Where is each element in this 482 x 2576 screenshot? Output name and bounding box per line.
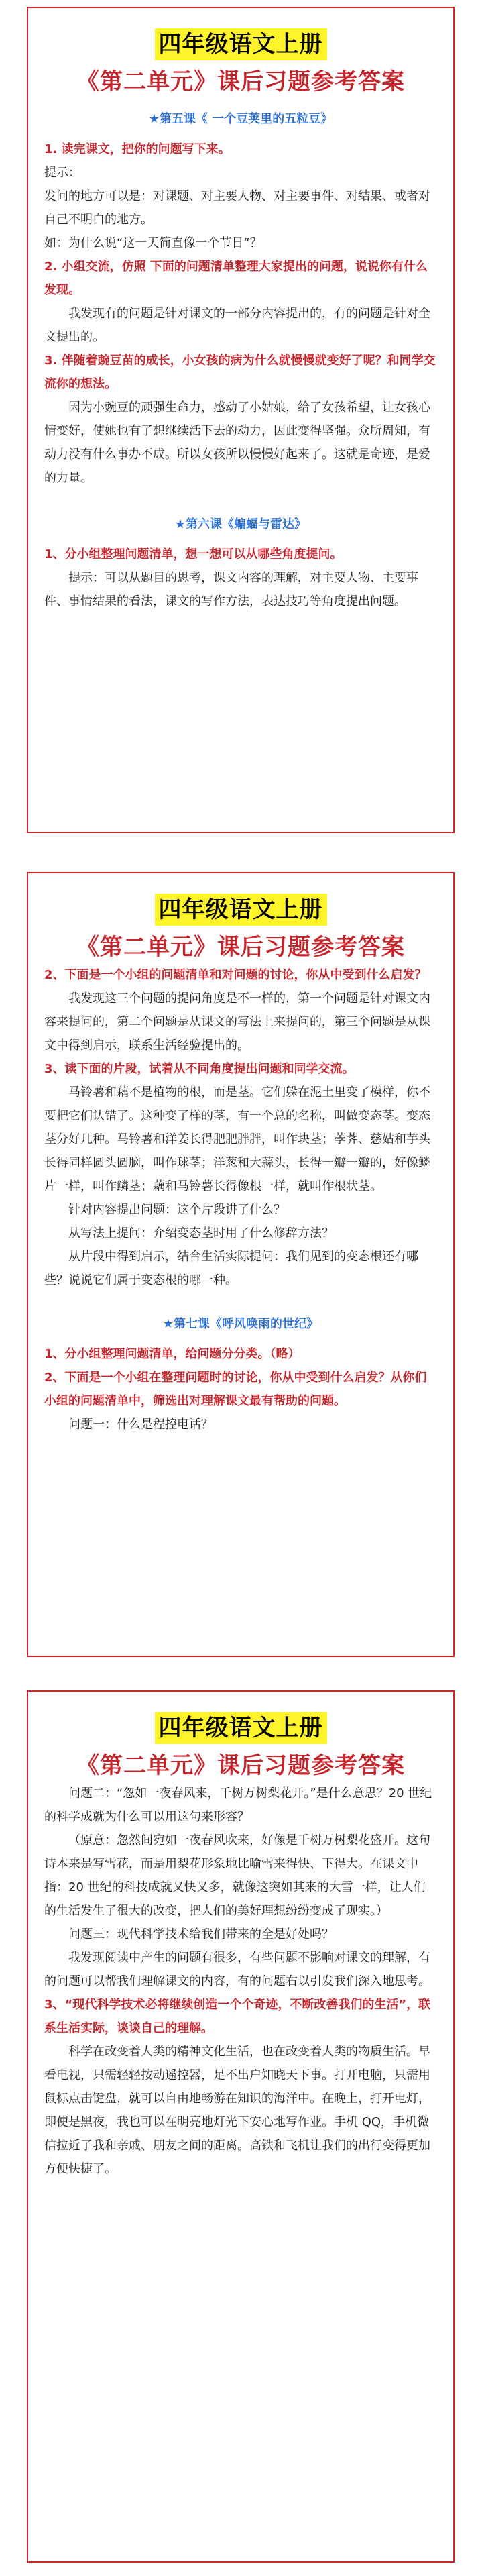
grade-title: 四年级语文上册 [155,28,327,60]
question-3-passage: 3、读下面的片段，试着从不同角度提出问题和同学交流。 [44,1062,355,1076]
question-classify: 1、分小组整理问题清单，给问题分分类。（略） [44,1347,300,1361]
lesson-5-title: ★第五课《 一个豆荚里的五粒豆》 [148,112,333,126]
question-4: 1、分小组整理问题清单，想一想可以从哪些角度提问。 [44,547,343,561]
passage-question-writing: 从写法上提问：介绍变态茎时用了什么修辞方法？ [68,1226,334,1240]
problem-2-explanation: （原意：忽然间宛如一夜春风吹来，好像是千树万树梨花盛开。这句诗本来是写雪花，而是用梨花形象地比喻雪来得快、下得大。在课文中指：20 世纪的科技成就又快又多，就像这突如其来的大雪一样，让人们的生活发生了很大的改变，把人们的美好理想纷纷变成了现实。） [44,1833,430,1918]
answer-2: 我发现有的问题是针对课文的一部分内容提出的，有的问题是针对全文提出的。 [44,307,430,344]
unit-subtitle: 《第二单元》课后习题参考答案 [76,68,405,95]
science-answer: 科学在改变着人类的精神文化生活，也在改变着人类的物质生活。早看电视，只需轻轻按动遥控器，足不出户知晓天下事。打开电脑，只需用鼠标点击键盘，就可以自由地畅游在知识的海洋中。在晚上，打开电灯，即使是黑夜，我也可以在明亮地灯光下安心地写作业。手机 QQ，手机微信拉近了我和亲戚、朋友之间的距离。高铁和飞机让我们的出行变得更加方便快捷了。 [44,2045,430,2176]
answer-discussion: 我发现这三个问题的提问角度是不一样的，第一个问题是针对课文内容来提问的，第二个问题是从课文的写法上来提问的，第三个问题是从课文中得到启示，联系生活经验提出的。 [44,991,430,1053]
grade-title: 四年级语文上册 [155,894,327,926]
discovery-text: 我发现阅读中产生的问题有很多，有些问题不影响对课文的理解，有的问题可以帮我们理解课文的内容，有的问题右以引发我们深入地思考。 [44,1951,430,1988]
problem-3: 问题三：现代科学技术给我们带来的全是好处吗？ [68,1927,334,1941]
tip-text: 发问的地方可以是：对课题、对主要人物、对主要事件、对结果、或者对自己不明白的地方。 [44,189,430,227]
question-2: 2. 小组交流，仿照 下面的问题清单整理大家提出的问题，说说你有什么发现。 [44,260,428,297]
lesson-7-title: ★第七课《呼风唤雨的世纪》 [162,1317,319,1331]
passage-question-content: 针对内容提出问题：这个片段讲了什么？ [68,1203,286,1217]
question-filter: 2、下面是一个小组在整理问题时的讨论，你从中受到什么启发？从你们小组的问题清单中，筛选出对理解课文最有帮助的问题。 [44,1371,427,1408]
unit-subtitle: 《第二单元》课后习题参考答案 [76,1752,405,1779]
question-2-discussion: 2、下面是一个小组的问题清单和对问题的讨论，你从中受到什么启发？ [44,968,427,982]
question-3: 3. 伴随着豌豆苗的成长，小女孩的病为什么就慢慢就变好了呢？和同学交流你的想法。 [44,354,436,391]
problem-2: 问题二：“忽如一夜春风来，千树万树梨花开。”是什么意思？20 世纪的科学成就为什么可以用这句来形容？ [44,1786,432,1824]
lesson-6-title: ★第六课《蝙蝠与雷达》 [174,517,307,531]
unit-subtitle: 《第二单元》课后习题参考答案 [76,934,405,961]
card-header [44,894,437,963]
problem-1: 问题一：什么是程控电话？ [68,1417,213,1432]
passage-question-life: 从片段中得到启示，结合生活实际提问：我们见到的变态根还有哪些？说说它们属于变态根的哪一种。 [44,1250,418,1287]
answer-4: 提示：可以从题目的思考，课文内容的理解，对主要人物、主要事件、事情结果的看法，课文的写作方法，表达技巧等角度提出问题。 [44,571,418,608]
answer-card-2 [27,872,455,1657]
answer-card-1 [27,7,455,833]
example-text: 如：为什么说“这一天简直像一个节日”？ [44,236,262,250]
answer-3: 因为小豌豆的顽强生命力，感动了小姑娘，给了女孩希望，让女孩心情变好，使她也有了想继续活下去的动力，因此变得坚强。众所周知，有动力没有什么事办不成。所以女孩所以慢慢好起来了。这就是奇迹，是爱的力量。 [44,400,430,485]
tip-label: 提示： [44,166,80,180]
card-header [44,1712,437,1782]
card-header [44,28,437,98]
grade-title: 四年级语文上册 [155,1712,327,1744]
answer-card-3 [27,1690,455,2563]
question-1: 1. 读完课文，把你的问题写下来。 [44,142,231,156]
passage-text: 马铃薯和藕不是植物的根，而是茎。它们躲在泥土里变了模样，你不要把它们认错了。这种变了样的茎，有一个总的名称，叫做变态茎。变态茎分好几种。马铃薯和洋姜长得肥肥胖胖，叫作块茎；荸荠、慈姑和芋头长得同样圆头圆脑，叫作球茎；洋葱和大蒜头，长得一瓣一瓣的，好像鳞片一样，叫作鳞茎；藕和马铃薯长得像根一样，就叫作根状茎。 [44,1085,430,1193]
question-3-science: 3、“现代科学技术必将继续创造一个个奇迹，不断改善我们的生活”，联系生活实际，谈谈自己的理解。 [44,1998,431,2035]
